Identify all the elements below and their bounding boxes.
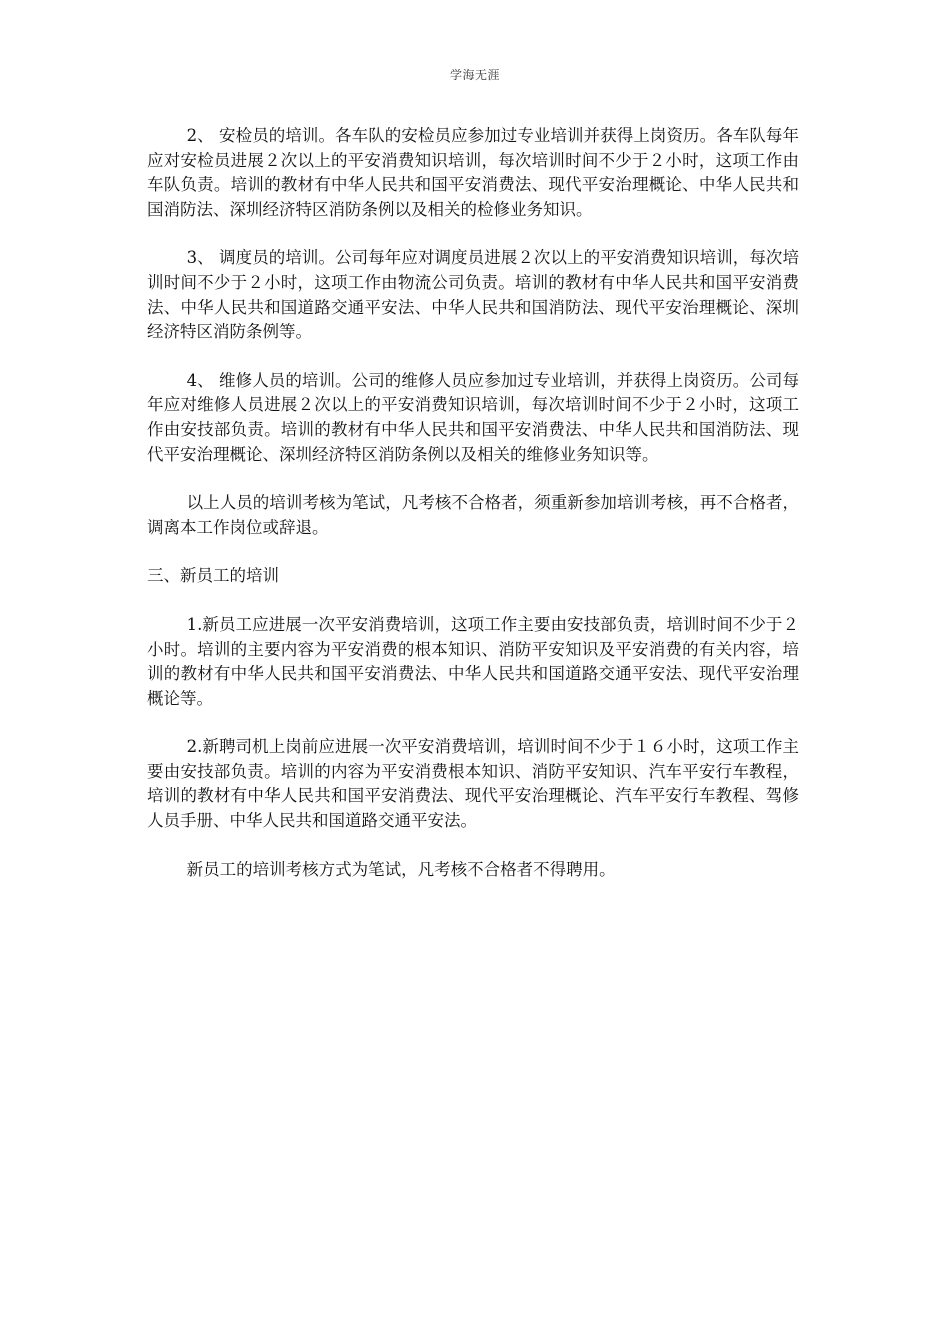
paragraph-maintenance-staff-training: 4、 维修人员的培训。公司的维修人员应参加过专业培训，并获得上岗资历。公司每年应对维修人员进展２次以上的平安消费知识培训，每次培训时间不少于２小时，这项工作由安技部负责。培训的教材有中华人民共和国平安消费法、中华人民共和国消防法、现代平安治理概论、深圳经济特区消防条例以及相关的维修业务知识等。 [147,370,799,464]
document-body [147,124,799,906]
paragraph-safety-inspector-training: 2、 安检员的培训。各车队的安检员应参加过专业培训并获得上岗资历。各车队每年应对安检员进展２次以上的平安消费知识培训，每次培训时间不少于２小时，这项工作由车队负责。培训的教材有中华人民共和国平安消费法、现代平安治理概论、中华人民共和国消防法、深圳经济特区消防条例以及相关的检修业务知识。 [147,126,799,219]
paragraph-new-driver-training: 2.新聘司机上岗前应进展一次平安消费培训，培训时间不少于１６小时，这项工作主要由安技部负责。培训的内容为平安消费根本知识、消防平安知识、汽车平安行车教程，培训的教材有中华人民共和国平安消费法、现代平安治理概论、汽车平安行车教程、驾修人员手册、中华人民共和国道路交通平安法。 [147,737,799,831]
paragraph-new-staff-training: 1.新员工应进展一次平安消费培训，这项工作主要由安技部负责，培训时间不少于２小时。培训的主要内容为平安消费的根本知识、消防平安知识及平安消费的有关内容，培训的教材有中华人民共和国平安消费法、中华人民共和国道路交通平安法、现代平安治理概论等。 [147,614,799,708]
paragraph-assessment-rule: 以上人员的培训考核为笔试，凡考核不合格者，须重新参加培训考核，再不合格者，调离本工作岗位或辞退。 [147,493,799,537]
paragraph-dispatcher-training: 3、 调度员的培训。公司每年应对调度员进展２次以上的平安消费知识培训，每次培训时间不少于２小时，这项工作由物流公司负责。培训的教材有中华人民共和国平安消费法、中华人民共和国道路交通平安法、中华人民共和国消防法、现代平安治理概论、深圳经济特区消防条例等。 [147,248,799,342]
section-heading-new-staff: 三、新员工的培训 [147,566,279,586]
page-header: 学海无涯 [449,68,500,82]
paragraph-new-staff-assessment: 新员工的培训考核方式为笔试，凡考核不合格者不得聘用。 [186,859,616,879]
